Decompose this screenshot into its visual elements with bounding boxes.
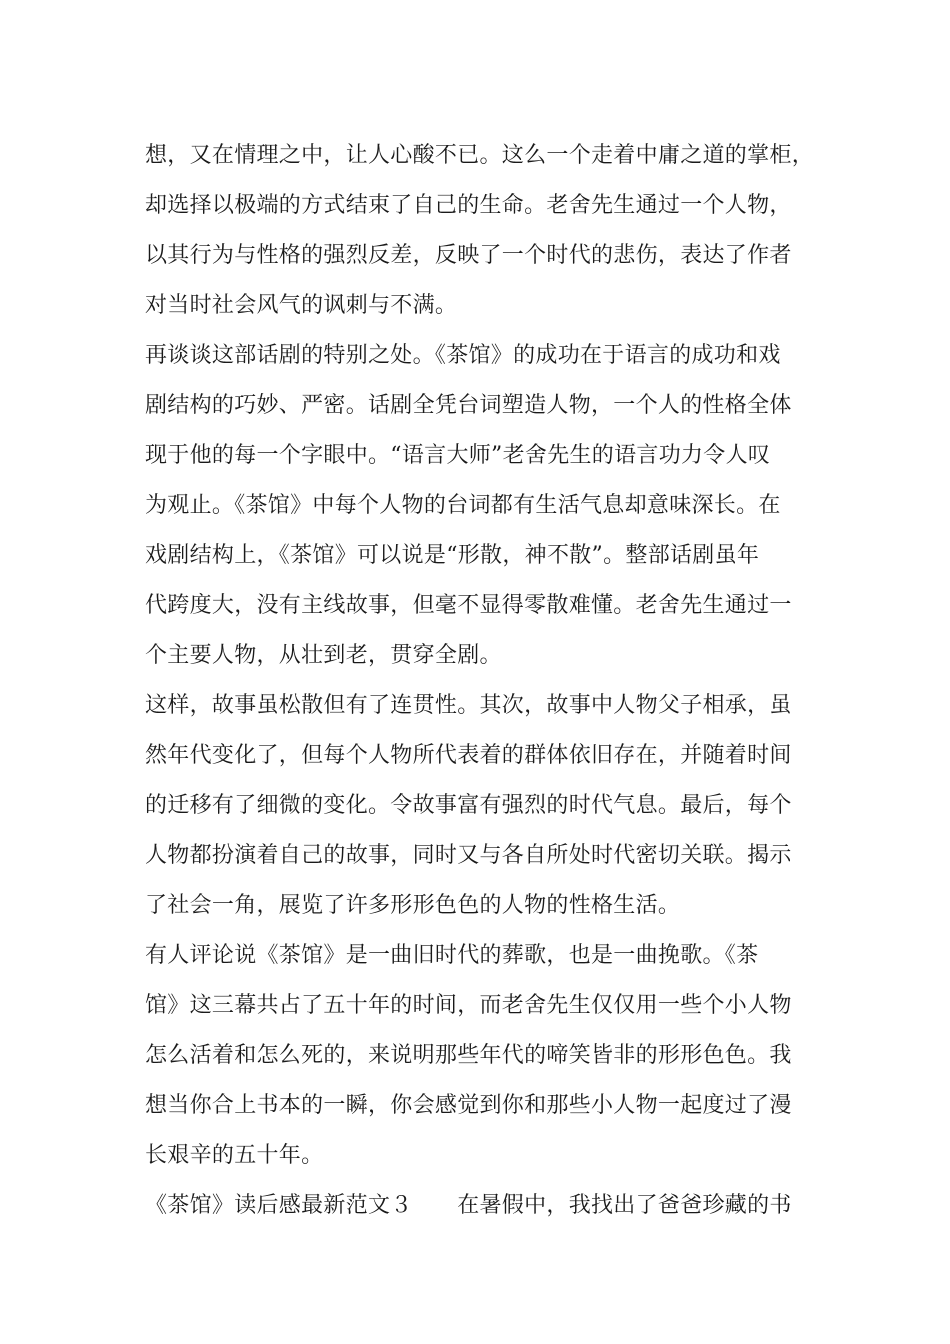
text-line-19: 怎么活着和怎么死的，来说明那些年代的啼笑皆非的形形色色。我 (145, 1043, 792, 1068)
text-line-16: 了社会一角，展览了许多形形色色的人物的性格生活。 (145, 893, 681, 918)
text-line-7: 现于他的每一个字眼中。“语言大师”老舍先生的语言功力令人叹 (145, 443, 771, 468)
text-line-17: 有人评论说《茶馆》是一曲旧时代的葬歌，也是一曲挽歌。《茶 (145, 943, 759, 968)
text-line-22: 《茶馆》读后感最新范文３ 在暑假中，我找出了爸爸珍藏的书 (145, 1193, 792, 1218)
text-line-15: 人物都扮演着自己的故事，同时又与各自所处时代密切关联。揭示 (145, 843, 792, 868)
text-line-20: 想当你合上书本的一瞬，你会感觉到你和那些小人物一起度过了漫 (145, 1093, 792, 1118)
text-line-12: 这样，故事虽松散但有了连贯性。其次，故事中人物父子相承，虽 (145, 693, 792, 718)
text-line-14: 的迁移有了细微的变化。令故事富有强烈的时代气息。最后，每个 (145, 793, 792, 818)
body-text (145, 131, 845, 1231)
text-line-18: 馆》这三幕共占了五十年的时间，而老舍先生仅仅用一些个小人物 (145, 993, 792, 1018)
text-line-9: 戏剧结构上，《茶馆》可以说是“形散，神不散”。整部话剧虽年 (145, 543, 760, 568)
text-line-6: 剧结构的巧妙、严密。话剧全凭台词塑造人物，一个人的性格全体 (145, 393, 792, 418)
text-line-1: 想，又在情理之中，让人心酸不已。这么一个走着中庸之道的掌柜， (145, 143, 815, 168)
text-line-13: 然年代变化了，但每个人物所代表着的群体依旧存在，并随着时间 (145, 743, 792, 768)
text-line-10: 代跨度大，没有主线故事，但毫不显得零散难懂。老舍先生通过一 (145, 593, 792, 618)
text-line-4: 对当时社会风气的讽刺与不满。 (145, 293, 458, 318)
text-line-2: 却选择以极端的方式结束了自己的生命。老舍先生通过一个人物， (145, 193, 792, 218)
text-line-5: 再谈谈这部话剧的特别之处。《茶馆》的成功在于语言的成功和戏 (145, 343, 781, 368)
text-line-3: 以其行为与性格的强烈反差，反映了一个时代的悲伤，表达了作者 (145, 243, 792, 268)
text-line-8: 为观止。《茶馆》中每个人物的台词都有生活气息却意味深长。在 (145, 493, 781, 518)
text-line-21: 长艰辛的五十年。 (145, 1143, 324, 1168)
text-line-11: 个主要人物，从壮到老，贯穿全剧。 (145, 643, 502, 668)
